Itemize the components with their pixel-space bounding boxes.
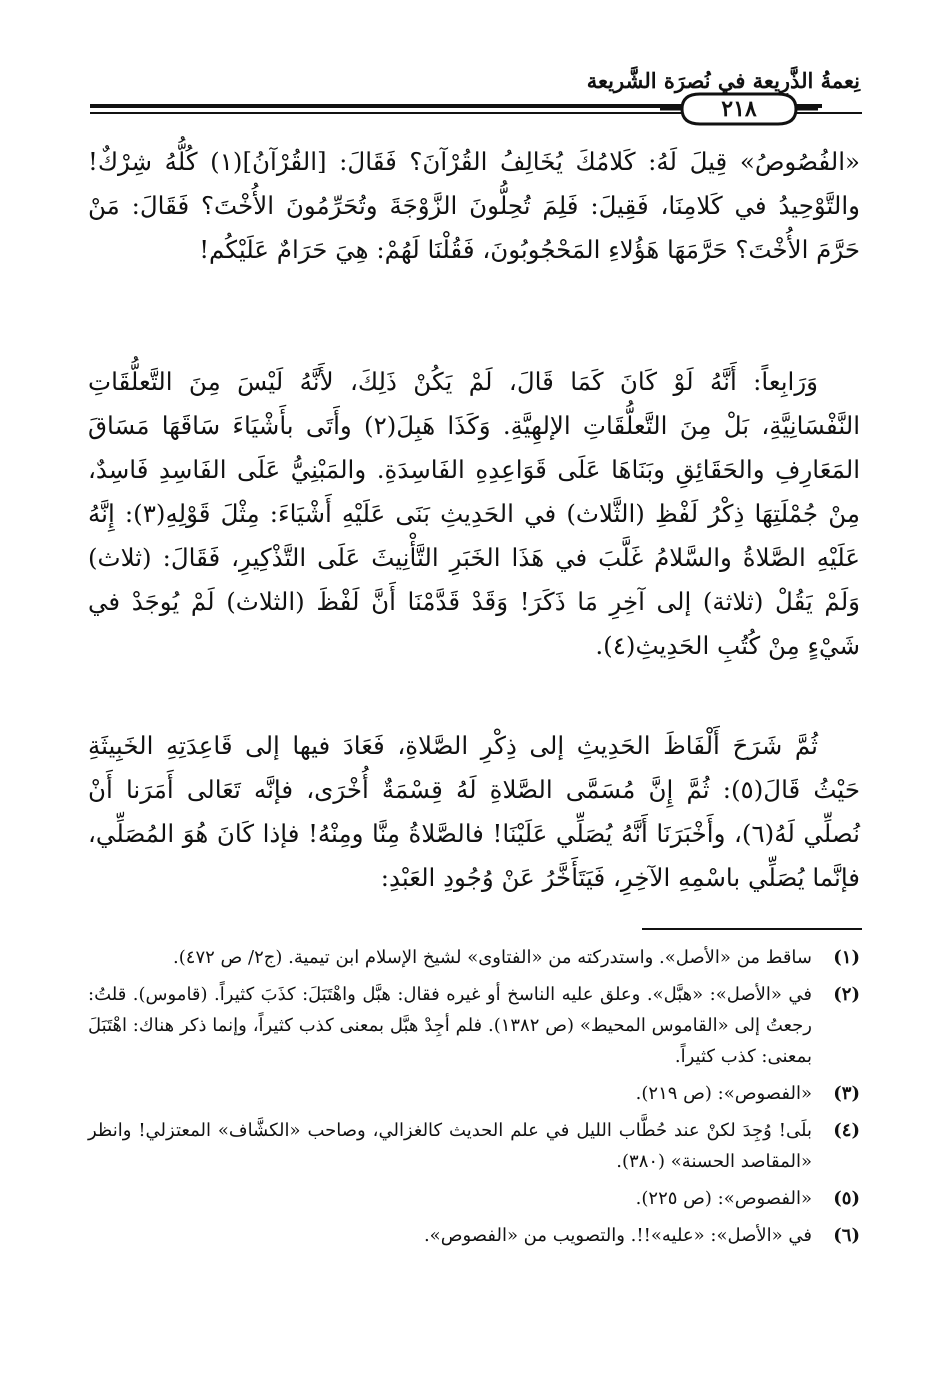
footnote-number: (٣)	[833, 1083, 860, 1104]
footnote	[88, 942, 860, 973]
footnote-number: (١)	[833, 947, 860, 968]
running-header-title: نِعمةُ الذَّرِيعة في نُصرَة الشَّريعة	[586, 68, 860, 93]
body-paragraph-1: «الفُصُوصُ» قِيلَ لَهُ: كَلامُكَ يُخَالِفُ القُرْآنَ؟ فَقَالَ: [القُرْآنُ](١) كُلُّهُ شِرْكٌ! والتَّوْحِيدُ في كَلامِنَا، فَقِيلَ: فَلِمَ تُحِلُّونَ الزَّوْجَةَ وتُحَرِّمُونَ الأُخْتَ؟ فَقَالَ: مَنْ حَرَّمَ الأُخْتَ؟ حَرَّمَهَا هَؤُلاءِ المَحْجُوبُونَ، فَقُلْنَا لَهُمْ: هِيَ حَرَامٌ عَلَيْكُم!	[88, 147, 860, 264]
footnotes	[88, 942, 860, 1257]
footnote	[88, 1220, 860, 1251]
footnote-text: في «الأصل»: «هبَّل». وعلق عليه الناسخ أو غيره فقال: هبَّل واهْتَبَلَ: كذَبَ كثيراً. (قاموس). قلتُ: رجعتُ إلى «القاموس المحيط» (ص ١٣٨٢). فلم أجِدْ هبَّل بمعنى كذب كثيراً، وإنما ذكر هناك: اهْتَبَلَ بمعنى: كذب كثيراً.	[88, 984, 812, 1067]
footnote-separator	[642, 928, 862, 930]
footnote	[88, 1078, 860, 1109]
footnote-text: ساقط من «الأصل». واستدركته من «الفتاوى» لشيخ الإسلام ابن تيمية. (ج٢/ ص ٤٧٢).	[173, 947, 812, 968]
footnote-number: (٥)	[833, 1188, 860, 1209]
footnote	[88, 1115, 860, 1177]
footnote	[88, 979, 860, 1072]
body-paragraph-2: وَرَابِعاً: أَنَّهُ لَوْ كَانَ كَمَا قَالَ، لَمْ يَكُنْ ذَلِكَ، لأَنَّهُ لَيْسَ مِنَ التَّعلُّقَاتِ النَّفْسَانِيَّةِ، بَلْ مِنَ التَّعلُّقَاتِ الإلهِيَّةِ. وَكَذَا هَبِلَ(٢) وأَتَى بأَشْيَاءَ سَاقَهَا مَسَاقَ المَعَارِفِ والحَقَائِقِ وبَنَاهَا عَلَى قَوَاعِدِهِ الفَاسِدَةِ. والمَبْنِيُّ عَلَى الفَاسِدِ فَاسِدٌ، مِنْ جُمْلَتِهَا ذِكْرُ لَفْظِ (الثَّلاث) في الحَدِيثِ بَنَى عَلَيْهِ أَشْيَاءَ: مِثْلَ قَوْلِهِ(٣): إِنَّهُ عَلَيْهِ الصَّلاةُ والسَّلامُ غَلَّبَ في هَذَا الخَبَرِ التَّأْنِيثَ عَلَى التَّذْكِيرِ، فَقَالَ: (ثلاث) وَلَمْ يَقُلْ (ثلاثة) إلى آخِرِ مَا ذَكَرَ! وَقَدْ قَدَّمْنَا أَنَّ لَفْظَ (الثلاث) لَمْ يُوجَدْ في شَيْءٍ مِنْ كُتُبِ الحَدِيثِ(٤).	[88, 367, 860, 660]
footnote-number: (٤)	[833, 1120, 860, 1141]
footnote-number: (٦)	[833, 1225, 860, 1246]
page-number: ٢١٨	[721, 96, 757, 122]
footnote-text: في «الأصل»: «عليه»!!. والتصويب من «الفصوص».	[423, 1225, 812, 1246]
footnote-text: «الفصوص»: (ص ٢١٩).	[635, 1083, 812, 1104]
footnote-number: (٢)	[833, 984, 860, 1005]
page-number-badge	[660, 92, 822, 126]
footnote	[88, 1183, 860, 1214]
footnote-text: «الفصوص»: (ص ٢٢٥).	[635, 1188, 812, 1209]
footnote-text: بلَى! وُجِدَ لكنْ عند حُطَّاب الليل في علم الحديث كالغزالي، وصاحب «الكشَّاف» المعتزلي! وانظر «المقاصد الحسنة» (٣٨٠).	[88, 1120, 812, 1172]
body-paragraph-3: ثُمَّ شَرَحَ أَلْفَاظَ الحَدِيثِ إلى ذِكْرِ الصَّلاةِ، فَعَادَ فيها إلى قَاعِدَتِهِ الخَبِيثَةِ حَيْثُ قَالَ(٥): ثُمَّ إِنَّ مُسَمَّى الصَّلاةِ لَهُ قِسْمَةٌ أُخْرَى، فإنَّه تَعَالى أَمَرَنا أَنْ نُصلِّي لَهُ(٦)، وأَخْبَرَنَا أَنَّهُ يُصَلِّي عَلَيْنَا! فالصَّلاةُ مِنَّا ومِنْهُ! فإذا كَانَ هُوَ المُصَلِّي، فإنَّما يُصَلِّي باسْمِهِ الآخِرِ، فَيَتَأَخَّرُ عَنْ وُجُودِ العَبْدِ:	[88, 731, 860, 892]
